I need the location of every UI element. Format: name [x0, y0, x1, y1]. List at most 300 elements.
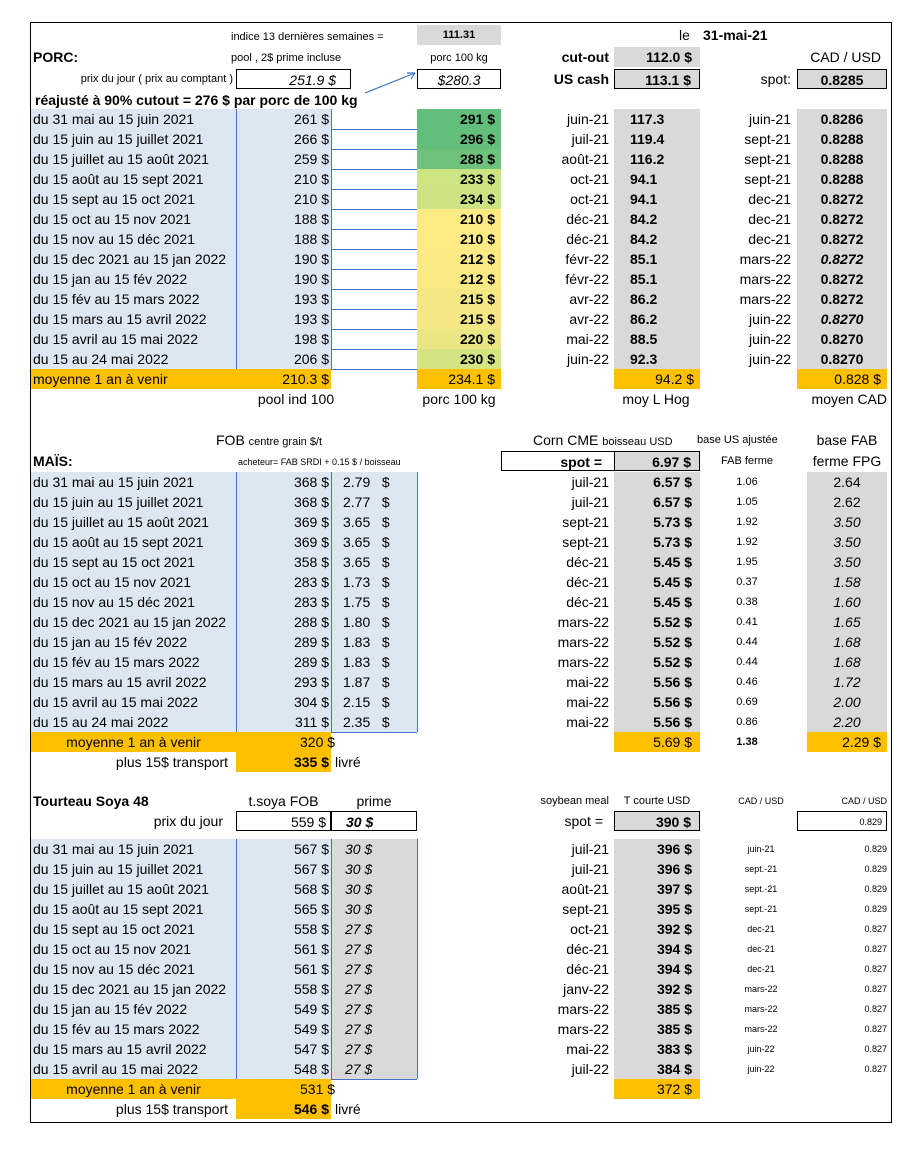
soya-prime-row: 30 $ — [331, 859, 417, 879]
mais-avg-bus: 1.38 — [736, 736, 758, 748]
cutout-month: déc-21 — [566, 211, 609, 227]
base-fab-value: 1.68 — [807, 632, 887, 652]
soya-prix-label: prix du jour — [153, 813, 223, 829]
grid-line — [236, 109, 237, 369]
bu-number: 3.65 — [343, 554, 371, 570]
mais-fob-value: 369 $ — [236, 532, 331, 552]
date-label: le — [679, 27, 690, 43]
pool-number: 210 — [293, 191, 318, 207]
grid-line — [417, 472, 418, 732]
cme-number: 5.56 — [653, 714, 681, 730]
cad-month: juin-22 — [748, 331, 791, 347]
cad-month: juin-22 — [748, 311, 791, 327]
bu-number: 1.83 — [343, 634, 371, 650]
base-fab-value: 1.65 — [807, 612, 887, 632]
base-us-value: 1.05 — [736, 496, 758, 508]
fob-number: 288 — [293, 614, 318, 630]
cad-month-value: 0.8272 — [797, 289, 887, 309]
soya-fob-value: 549 $ — [236, 1019, 331, 1039]
porc-number: 212 — [459, 271, 484, 287]
tcourte-number: 392 — [656, 921, 681, 937]
base-fab-value: 3.50 — [807, 552, 887, 572]
fob-number: 358 — [293, 554, 318, 570]
mais-bu-value: 2.35 $ — [331, 712, 417, 732]
soya-cad-value: 0.827 — [864, 1024, 887, 1034]
spot-value[interactable]: 0.8285 — [797, 69, 887, 89]
bu-number: 1.87 — [343, 674, 371, 690]
cutout-month: oct-21 — [570, 171, 609, 187]
mais-fob-value: 368 $ — [236, 492, 331, 512]
porc-pool-value: 193 $ — [236, 309, 331, 329]
soya-period: du 15 juillet au 15 août 2021 — [31, 879, 236, 899]
soya-fob-number: 568 — [293, 881, 318, 897]
cad-month-value: 0.8272 — [797, 249, 887, 269]
cad-month: mars-22 — [739, 291, 791, 307]
porc-pool-value: 198 $ — [236, 329, 331, 349]
porc-100kg-value: 212 $ — [417, 249, 501, 269]
soya-cad-value: 0.827 — [864, 924, 887, 934]
porc-100kg-value: 233 $ — [417, 169, 501, 189]
pool-number: 198 — [293, 331, 318, 347]
soya-fob-value: 548 $ — [236, 1059, 331, 1079]
soya-fob-number: 567 — [293, 861, 318, 877]
pool-number: 188 — [293, 231, 318, 247]
mais-title: MAÏS: — [33, 453, 73, 469]
mais-bu-value: 3.65 $ — [331, 532, 417, 552]
porc-number: 220 — [459, 331, 484, 347]
grid-line — [331, 472, 332, 732]
mais-bu-value: 1.83 $ — [331, 652, 417, 672]
base-fab-value: 2.62 — [807, 492, 887, 512]
porc-number: 212 — [459, 251, 484, 267]
soya-cad-value: 0.829 — [864, 884, 887, 894]
baseus-label: base US ajustée — [697, 434, 778, 446]
corn-month: déc-21 — [566, 594, 609, 610]
porc-100kg-value: 234 $ — [417, 189, 501, 209]
soya-cad-month: juin-21 — [747, 844, 775, 854]
soya-cad-month: juin-22 — [747, 1064, 775, 1074]
soya-fob-number: 558 — [293, 921, 318, 937]
soya-cad-month: sept.-21 — [744, 864, 778, 874]
soya-prime-value[interactable]: 30 $ — [331, 811, 417, 831]
corn-month: mai-22 — [566, 714, 609, 730]
cutout-month: mai-22 — [566, 331, 609, 347]
mais-period: du 15 jan au 15 fév 2022 — [31, 632, 236, 652]
blank-cell — [331, 149, 416, 169]
soya-prime-label: prime — [356, 793, 392, 809]
cad-month: juin-22 — [748, 351, 791, 367]
corn-value: 5.73 $ — [614, 512, 700, 532]
tcourte-number: 385 — [656, 1001, 681, 1017]
mais-period: du 15 au 24 mai 2022 — [31, 712, 236, 732]
blank-cell — [331, 329, 416, 349]
porc-100kg-value: 210 $ — [417, 209, 501, 229]
soya-fob-number: 565 — [293, 901, 318, 917]
pool-number: 193 — [293, 311, 318, 327]
soymeal-month: août-21 — [561, 881, 609, 897]
soya-cad-month: mars-22 — [744, 1024, 778, 1034]
porc-number: 210 — [459, 211, 484, 227]
cme-number: 5.52 — [653, 654, 681, 670]
soya-avg-fob: 531 $ — [236, 1079, 331, 1099]
soya-cad-month: dec-21 — [747, 924, 775, 934]
porc-pool-value: 188 $ — [236, 229, 331, 249]
mais-period: du 15 avril au 15 mai 2022 — [31, 692, 236, 712]
soya-prime-row: 30 $ — [331, 839, 417, 859]
cad-month-value: 0.8272 — [797, 189, 887, 209]
fob-number: 369 — [293, 534, 318, 550]
corn-value: 5.56 $ — [614, 672, 700, 692]
porc-period: du 15 avril au 15 mai 2022 — [31, 329, 236, 349]
corn-month: déc-21 — [566, 554, 609, 570]
soymeal-value: 385 $ — [614, 999, 700, 1019]
base-us-value: 0.46 — [736, 676, 758, 688]
mais-transport-label: plus 15$ transport — [115, 754, 228, 770]
pool-number: 190 — [293, 271, 318, 287]
porc-period: du 15 sept au 15 oct 2021 — [31, 189, 236, 209]
cad-month: sept-21 — [744, 131, 791, 147]
tcourte-number: 394 — [656, 941, 681, 957]
cutout-month: avr-22 — [569, 311, 609, 327]
cad-month-value: 0.8288 — [797, 149, 887, 169]
soya-fob-number: 561 — [293, 941, 318, 957]
mais-bu-value: 2.15 $ — [331, 692, 417, 712]
cme-number: 5.45 — [653, 594, 681, 610]
soymeal-month: janv-22 — [563, 981, 609, 997]
porc-avg-label: moyenne 1 an à venir — [31, 369, 236, 389]
porc-avg-cad: 0.828 $ — [797, 369, 887, 389]
base-fab-value: 2.20 — [807, 712, 887, 732]
porc-period: du 15 août au 15 sept 2021 — [31, 169, 236, 189]
porc-period: du 15 dec 2021 au 15 jan 2022 — [31, 249, 236, 269]
soya-fob-value: 567 $ — [236, 839, 331, 859]
fob-label: FOB — [216, 432, 245, 448]
cme-number: 5.45 — [653, 574, 681, 590]
cutout-month-value: 117.3 — [614, 109, 700, 129]
soya-fob-value: 558 $ — [236, 919, 331, 939]
porc-period: du 15 oct au 15 nov 2021 — [31, 209, 236, 229]
cad-month: mars-22 — [739, 271, 791, 287]
soya-prime-row: 27 $ — [331, 1059, 417, 1079]
mais-bu-value: 2.79 $ — [331, 472, 417, 492]
cutout-month-value: 86.2 — [614, 309, 700, 329]
mais-fob-value: 283 $ — [236, 592, 331, 612]
base-us-value: 1.92 — [736, 536, 758, 548]
soya-period: du 15 dec 2021 au 15 jan 2022 — [31, 979, 236, 999]
bu-number: 1.75 — [343, 594, 371, 610]
soya-fob-label: t.soya FOB — [248, 793, 319, 809]
corn-value: 5.45 $ — [614, 572, 700, 592]
cutout-month-value: 94.1 — [614, 169, 700, 189]
soymeal-label: soybean meal — [540, 795, 609, 807]
corn-value: 6.57 $ — [614, 492, 700, 512]
tcourte-number: 397 — [656, 881, 681, 897]
soya-cad-value: 0.827 — [864, 984, 887, 994]
soya-fob-value: 565 $ — [236, 899, 331, 919]
soya-cad-month: dec-21 — [747, 944, 775, 954]
tcourte-number: 396 — [656, 841, 681, 857]
soymeal-month: mars-22 — [557, 1001, 609, 1017]
bu-number: 1.80 — [343, 614, 371, 630]
mais-period: du 15 nov au 15 déc 2021 — [31, 592, 236, 612]
uscash-value[interactable]: 113.1 $ — [614, 69, 700, 89]
soya-fob-value: 561 $ — [236, 959, 331, 979]
base-us-value: 0.86 — [736, 716, 758, 728]
corn-value: 5.52 $ — [614, 652, 700, 672]
blank-cell — [331, 349, 416, 369]
grid-line — [331, 839, 332, 1079]
corn-value: 6.57 $ — [614, 472, 700, 492]
base-fab-value: 1.58 — [807, 572, 887, 592]
fab-ferme-label: FAB ferme — [721, 455, 773, 467]
mais-fob-value: 358 $ — [236, 552, 331, 572]
mais-avg-cme: 5.69 $ — [614, 732, 700, 752]
cme-number: 5.52 — [653, 634, 681, 650]
fob-number: 289 — [293, 654, 318, 670]
reajuste-line: réajusté à 90% cutout = 276 $ par porc de 100 kg — [35, 92, 358, 108]
corn-month: juil-21 — [571, 474, 609, 490]
prix-jour-label: prix du jour ( prix au comptant ) — [80, 73, 233, 85]
mais-bu-value: 3.65 $ — [331, 552, 417, 572]
soymeal-month: mai-22 — [566, 1041, 609, 1057]
cutout-month-value: 85.1 — [614, 269, 700, 289]
porc-100kg-value: 210 $ — [417, 229, 501, 249]
mais-fob-value: 289 $ — [236, 632, 331, 652]
soymeal-value: 395 $ — [614, 899, 700, 919]
cme-number: 5.73 — [653, 514, 681, 530]
soymeal-value: 396 $ — [614, 859, 700, 879]
cutout-month-value: 88.5 — [614, 329, 700, 349]
fob-number: 369 — [293, 514, 318, 530]
pool-number: 266 — [293, 131, 318, 147]
soya-period: du 15 oct au 15 nov 2021 — [31, 939, 236, 959]
bu-number: 2.77 — [343, 494, 371, 510]
tcourte-number: 394 — [656, 961, 681, 977]
mais-bu-value: 1.73 $ — [331, 572, 417, 592]
corn-month: mars-22 — [557, 634, 609, 650]
mais-period: du 15 oct au 15 nov 2021 — [31, 572, 236, 592]
cutout-month: avr-22 — [569, 291, 609, 307]
soymeal-value: 392 $ — [614, 979, 700, 999]
soya-fob-number: 548 — [293, 1061, 318, 1077]
blank-cell — [331, 169, 416, 189]
mais-fob-value: 311 $ — [236, 712, 331, 732]
soymeal-month: juil-22 — [571, 1061, 609, 1077]
cad-month: mars-22 — [739, 251, 791, 267]
foot-pool: pool ind 100 — [257, 391, 335, 407]
base-fab-value: 3.50 — [807, 512, 887, 532]
soya-title: Tourteau Soya 48 — [33, 793, 149, 809]
uscash-label: US cash — [553, 71, 609, 87]
corn-value: 5.45 $ — [614, 592, 700, 612]
indice-label: indice 13 dernières semaines = — [231, 31, 384, 43]
porc-pool-value: 193 $ — [236, 289, 331, 309]
blank-cell — [331, 249, 416, 269]
mais-spot-value[interactable]: 6.97 $ — [614, 451, 700, 471]
cme-number: 5.45 — [653, 554, 681, 570]
mais-spot-label: spot = — [501, 451, 699, 471]
corn-month: déc-21 — [566, 574, 609, 590]
soya-period: du 15 jan au 15 fév 2022 — [31, 999, 236, 1019]
soymeal-value: 392 $ — [614, 919, 700, 939]
base-us-value: 0.41 — [736, 616, 758, 628]
pool-number: 259 — [293, 151, 318, 167]
cutout-month: févr-22 — [565, 271, 609, 287]
mais-period: du 15 juillet au 15 août 2021 — [31, 512, 236, 532]
soya-spot-value[interactable]: 390 $ — [614, 811, 700, 831]
soymeal-value: 384 $ — [614, 1059, 700, 1079]
mais-bu-value: 1.75 $ — [331, 592, 417, 612]
cutout-label: cut-out — [561, 49, 609, 65]
corn-label: Corn CME — [533, 432, 599, 448]
soya-cadusd2: CAD / USD — [841, 796, 887, 806]
porc-pool-value: 210 $ — [236, 169, 331, 189]
base-us-value: 0.44 — [736, 656, 758, 668]
corn-month: juil-21 — [571, 494, 609, 510]
cutout-month: déc-21 — [566, 231, 609, 247]
cad-month: dec-21 — [748, 231, 791, 247]
soya-period: du 15 fév au 15 mars 2022 — [31, 1019, 236, 1039]
cme-number: 6.57 — [653, 494, 681, 510]
soya-cad-value: 0.829 — [864, 904, 887, 914]
mais-fob-value: 289 $ — [236, 652, 331, 672]
soya-transport-label: plus 15$ transport — [115, 1101, 228, 1117]
mais-fob-value: 368 $ — [236, 472, 331, 492]
soya-prix-value[interactable]: 559 $ — [236, 811, 331, 831]
pool-label: pool , 2$ prime incluse — [231, 52, 342, 64]
prix-porc-value[interactable]: $280.3 — [417, 69, 501, 89]
cutout-month: févr-22 — [565, 251, 609, 267]
soya-period: du 15 mars au 15 avril 2022 — [31, 1039, 236, 1059]
mais-fob-value: 288 $ — [236, 612, 331, 632]
porc-period: du 15 mars au 15 avril 2022 — [31, 309, 236, 329]
mais-bu-value: 3.65 $ — [331, 512, 417, 532]
cme-number: 6.57 — [653, 474, 681, 490]
cme-number: 5.52 — [653, 614, 681, 630]
soya-fob-number: 549 — [293, 1001, 318, 1017]
cad-usd-label: CAD / USD — [810, 49, 881, 65]
base-us-value: 0.69 — [736, 696, 758, 708]
soya-prime-row: 27 $ — [331, 1039, 417, 1059]
corn-month: sept-21 — [562, 514, 609, 530]
soya-period: du 15 nov au 15 déc 2021 — [31, 959, 236, 979]
cutout-value[interactable]: 112.0 $ — [614, 47, 700, 67]
cme-number: 5.56 — [653, 674, 681, 690]
soya-period: du 15 août au 15 sept 2021 — [31, 899, 236, 919]
soya-cad-value: 0.827 — [864, 1004, 887, 1014]
mais-fob-value: 293 $ — [236, 672, 331, 692]
base-us-value: 1.92 — [736, 516, 758, 528]
bu-number: 2.35 — [343, 714, 371, 730]
pool-number: 188 — [293, 211, 318, 227]
corn-value: 5.45 $ — [614, 552, 700, 572]
soya-transport-value: 546 $ — [236, 1099, 331, 1119]
soya-cad-month: juin-22 — [747, 1044, 775, 1054]
blank-cell — [331, 189, 416, 209]
mais-period: du 15 juin au 15 juillet 2021 — [31, 492, 236, 512]
mais-fob-value: 304 $ — [236, 692, 331, 712]
soymeal-value: 396 $ — [614, 839, 700, 859]
cutout-month-value: 84.2 — [614, 209, 700, 229]
base-fab-value: 1.68 — [807, 652, 887, 672]
soya-avg-t: 372 $ — [614, 1079, 700, 1099]
porc-number: 210 — [459, 231, 484, 247]
soya-prime-row: 30 $ — [331, 879, 417, 899]
fob-number: 283 — [293, 594, 318, 610]
corn-label2: boisseau USD — [602, 436, 673, 448]
mais-period: du 31 mai au 15 juin 2021 — [31, 472, 236, 492]
fob-number: 368 — [293, 494, 318, 510]
soya-cad-value: 0.827 — [864, 1064, 887, 1074]
prix-jour-value[interactable]: 251.9 $ — [236, 69, 351, 89]
fob-number: 368 — [293, 474, 318, 490]
cad-month-value: 0.8270 — [797, 349, 887, 369]
blank-cell — [331, 289, 416, 309]
porc-pool-value: 190 $ — [236, 269, 331, 289]
bu-number: 3.65 — [343, 514, 371, 530]
cad-month-value: 0.8272 — [797, 269, 887, 289]
corn-month: mai-22 — [566, 674, 609, 690]
corn-value: 5.56 $ — [614, 712, 700, 732]
porc-period: du 15 juin au 15 juillet 2021 — [31, 129, 236, 149]
mais-avg-label: moyenne 1 an à venir — [31, 732, 236, 752]
tcourte-number: 396 — [656, 861, 681, 877]
cutout-month: juin-22 — [566, 351, 609, 367]
basefab-label: base FAB — [816, 432, 878, 448]
cad-month-value: 0.8288 — [797, 169, 887, 189]
porc-period: du 15 juillet au 15 août 2021 — [31, 149, 236, 169]
porc-number: 288 — [459, 151, 484, 167]
arrow-icon — [363, 67, 433, 97]
blank-cell — [331, 209, 416, 229]
soya-fob-value: 547 $ — [236, 1039, 331, 1059]
date-value[interactable]: 31-mai-21 — [703, 27, 768, 43]
porc-period: du 15 nov au 15 déc 2021 — [31, 229, 236, 249]
soya-cad-month: sept.-21 — [744, 904, 778, 914]
fob-number: 311 — [294, 714, 318, 730]
pool-number: 261 — [293, 111, 318, 127]
tcourte-number: 392 — [656, 981, 681, 997]
cutout-month: oct-21 — [570, 191, 609, 207]
spreadsheet — [30, 22, 892, 1123]
soya-prime-row: 27 $ — [331, 999, 417, 1019]
soya-fob-number: 549 — [293, 1021, 318, 1037]
soymeal-month: oct-21 — [570, 921, 609, 937]
indice-value[interactable]: 111.31 — [417, 25, 501, 45]
soymeal-value: 385 $ — [614, 1019, 700, 1039]
porc-pool-value: 206 $ — [236, 349, 331, 369]
cutout-month-value: 116.2 — [614, 149, 700, 169]
soya-spot-cad[interactable]: 0.829 — [797, 811, 887, 831]
mais-avg-fob: 320 $ — [236, 732, 331, 752]
cutout-month-value: 94.1 — [614, 189, 700, 209]
porc-100kg-value: 220 $ — [417, 329, 501, 349]
grid-line — [331, 109, 332, 369]
porc-period: du 31 mai au 15 juin 2021 — [31, 109, 236, 129]
soya-cad-value: 0.827 — [864, 1044, 887, 1054]
mais-bu-value: 1.83 $ — [331, 632, 417, 652]
soya-cad-month: sept.-21 — [744, 884, 778, 894]
cad-month-value: 0.8288 — [797, 129, 887, 149]
soya-period: du 15 juin au 15 juillet 2021 — [31, 859, 236, 879]
porc-pool-value: 190 $ — [236, 249, 331, 269]
fob-number: 293 — [293, 674, 318, 690]
porc-avg-pool: 210.3 $ — [236, 369, 331, 389]
soya-spot-label: spot = — [564, 813, 603, 829]
corn-month: mars-22 — [557, 654, 609, 670]
corn-value: 5.52 $ — [614, 632, 700, 652]
blank-cell — [331, 269, 416, 289]
